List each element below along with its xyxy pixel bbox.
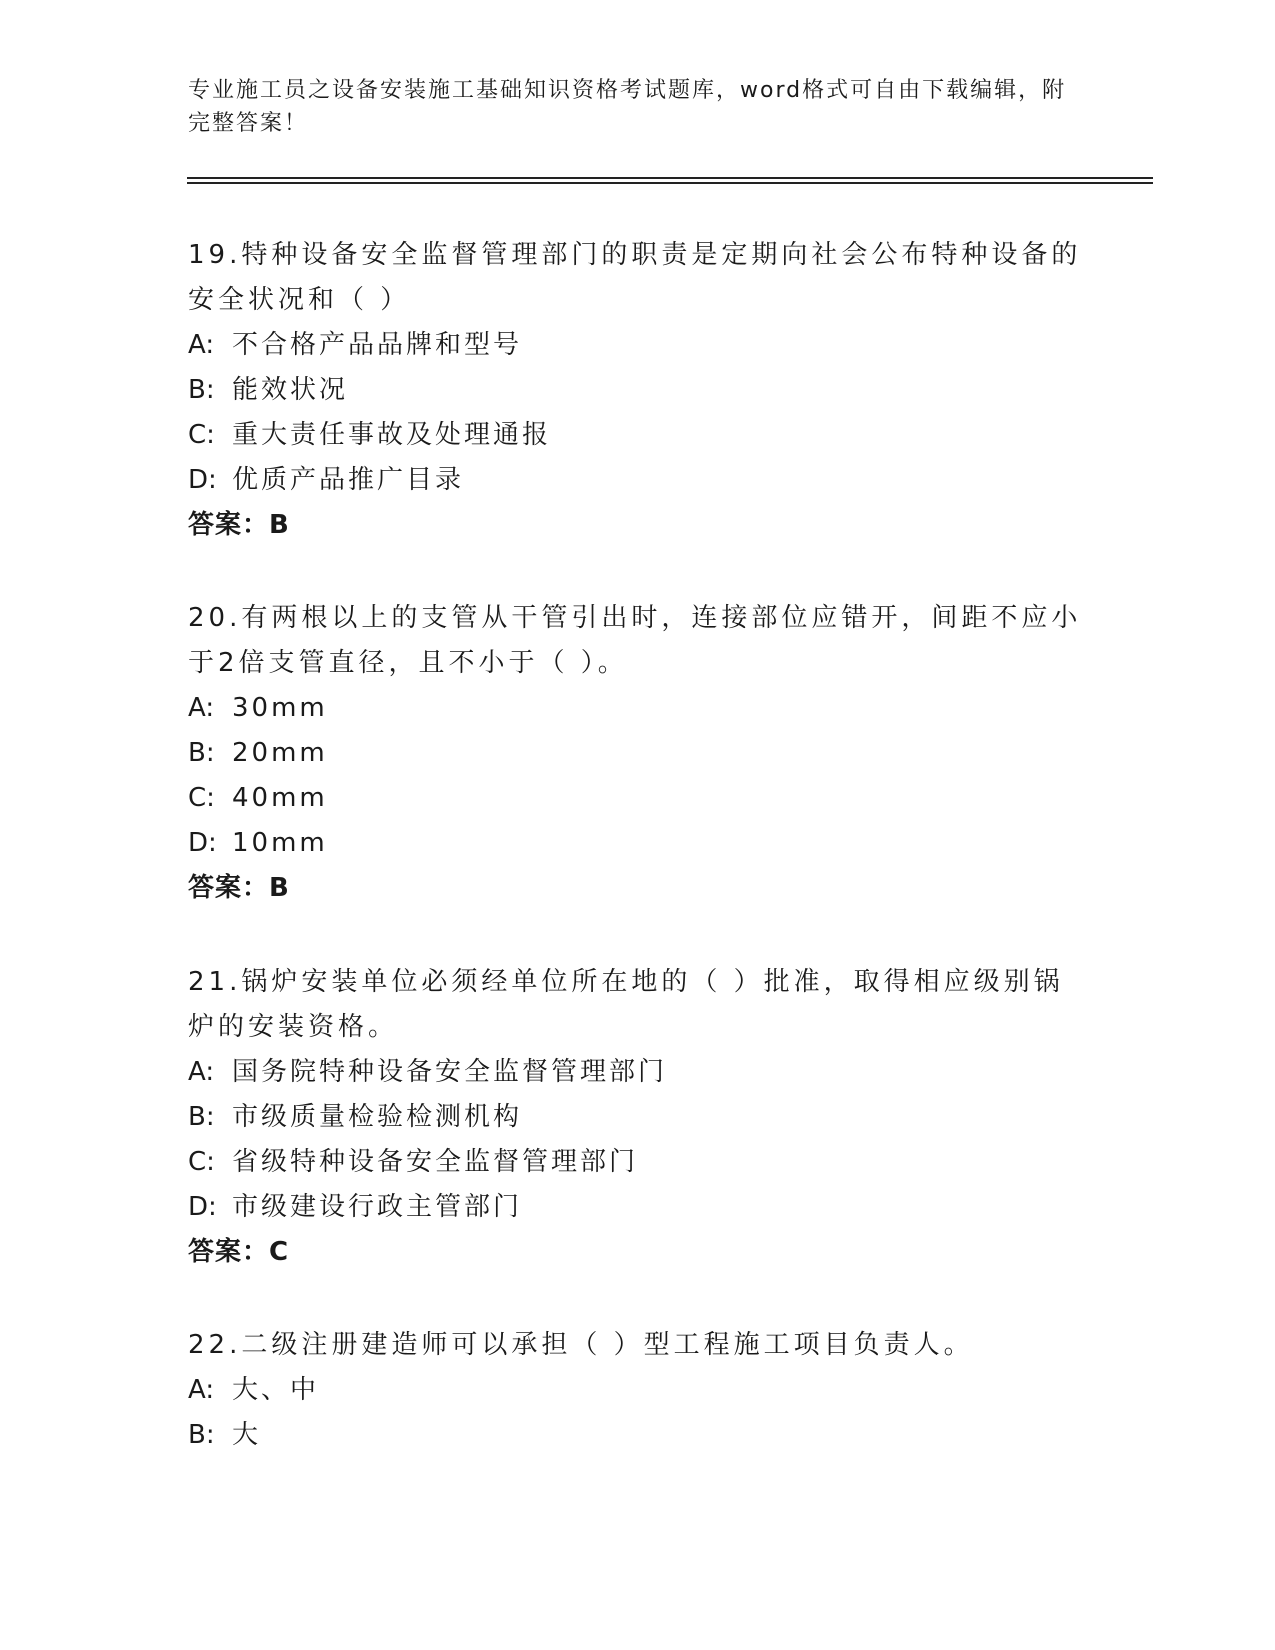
option-d [188, 458, 1088, 503]
option-c [188, 413, 1088, 458]
option-key: C: [188, 783, 215, 813]
question-22 [188, 1323, 1088, 1458]
question-text: 20.有两根以上的支管从干管引出时，连接部位应错开，间距不应小于2倍支管直径，且不小于（ ）。 [188, 603, 1082, 678]
option-key: A: [188, 693, 215, 723]
option-key: D: [188, 1192, 217, 1222]
document-intro: 专业施工员之设备安装施工基础知识资格考试题库，word格式可自由下载编辑，附完整答案！ [188, 78, 1067, 136]
option-a [188, 686, 1088, 731]
answer: 答案：B [188, 510, 290, 540]
option-text: 40mm [232, 783, 328, 813]
option-key: B: [188, 1420, 215, 1450]
option-key: A: [188, 330, 215, 360]
option-text: 20mm [232, 738, 328, 768]
option-a [188, 323, 1088, 368]
option-a [188, 1050, 1088, 1095]
option-text: 10mm [232, 828, 328, 858]
option-key: A: [188, 1057, 215, 1087]
option-key: A: [188, 1375, 215, 1405]
option-text: 重大责任事故及处理通报 [232, 420, 552, 450]
question-20 [188, 596, 1088, 911]
option-text: 省级特种设备安全监督管理部门 [232, 1147, 639, 1177]
option-c [188, 1140, 1088, 1185]
question-19 [188, 233, 1088, 548]
option-key: B: [188, 375, 215, 405]
option-b [188, 368, 1088, 413]
option-b [188, 1413, 1088, 1458]
question-text: 21.锅炉安装单位必须经单位所在地的（ ）批准，取得相应级别锅炉的安装资格。 [188, 967, 1064, 1042]
option-text: 大、中 [232, 1375, 320, 1405]
option-text: 30mm [232, 693, 328, 723]
option-text: 市级建设行政主管部门 [232, 1192, 523, 1222]
option-key: D: [188, 828, 217, 858]
option-text: 国务院特种设备安全监督管理部门 [232, 1057, 668, 1087]
option-text: 优质产品推广目录 [232, 465, 465, 495]
answer: 答案：C [188, 1237, 290, 1267]
option-key: C: [188, 420, 215, 450]
question-text: 19.特种设备安全监督管理部门的职责是定期向社会公布特种设备的安全状况和（ ） [188, 240, 1082, 315]
header-divider-top [187, 177, 1153, 179]
question-21 [188, 960, 1088, 1275]
option-text: 市级质量检验检测机构 [232, 1102, 523, 1132]
option-d [188, 821, 1088, 866]
option-c [188, 776, 1088, 821]
option-d [188, 1185, 1088, 1230]
option-text: 不合格产品品牌和型号 [232, 330, 523, 360]
option-key: B: [188, 1102, 215, 1132]
question-text: 22.二级注册建造师可以承担（ ）型工程施工项目负责人。 [188, 1330, 974, 1360]
answer: 答案：B [188, 873, 290, 903]
option-key: B: [188, 738, 215, 768]
option-b [188, 1095, 1088, 1140]
option-text: 能效状况 [232, 375, 349, 405]
header-divider-bottom [187, 182, 1153, 184]
option-a [188, 1368, 1088, 1413]
option-text: 大 [232, 1420, 262, 1450]
option-b [188, 731, 1088, 776]
option-key: D: [188, 465, 217, 495]
option-key: C: [188, 1147, 215, 1177]
